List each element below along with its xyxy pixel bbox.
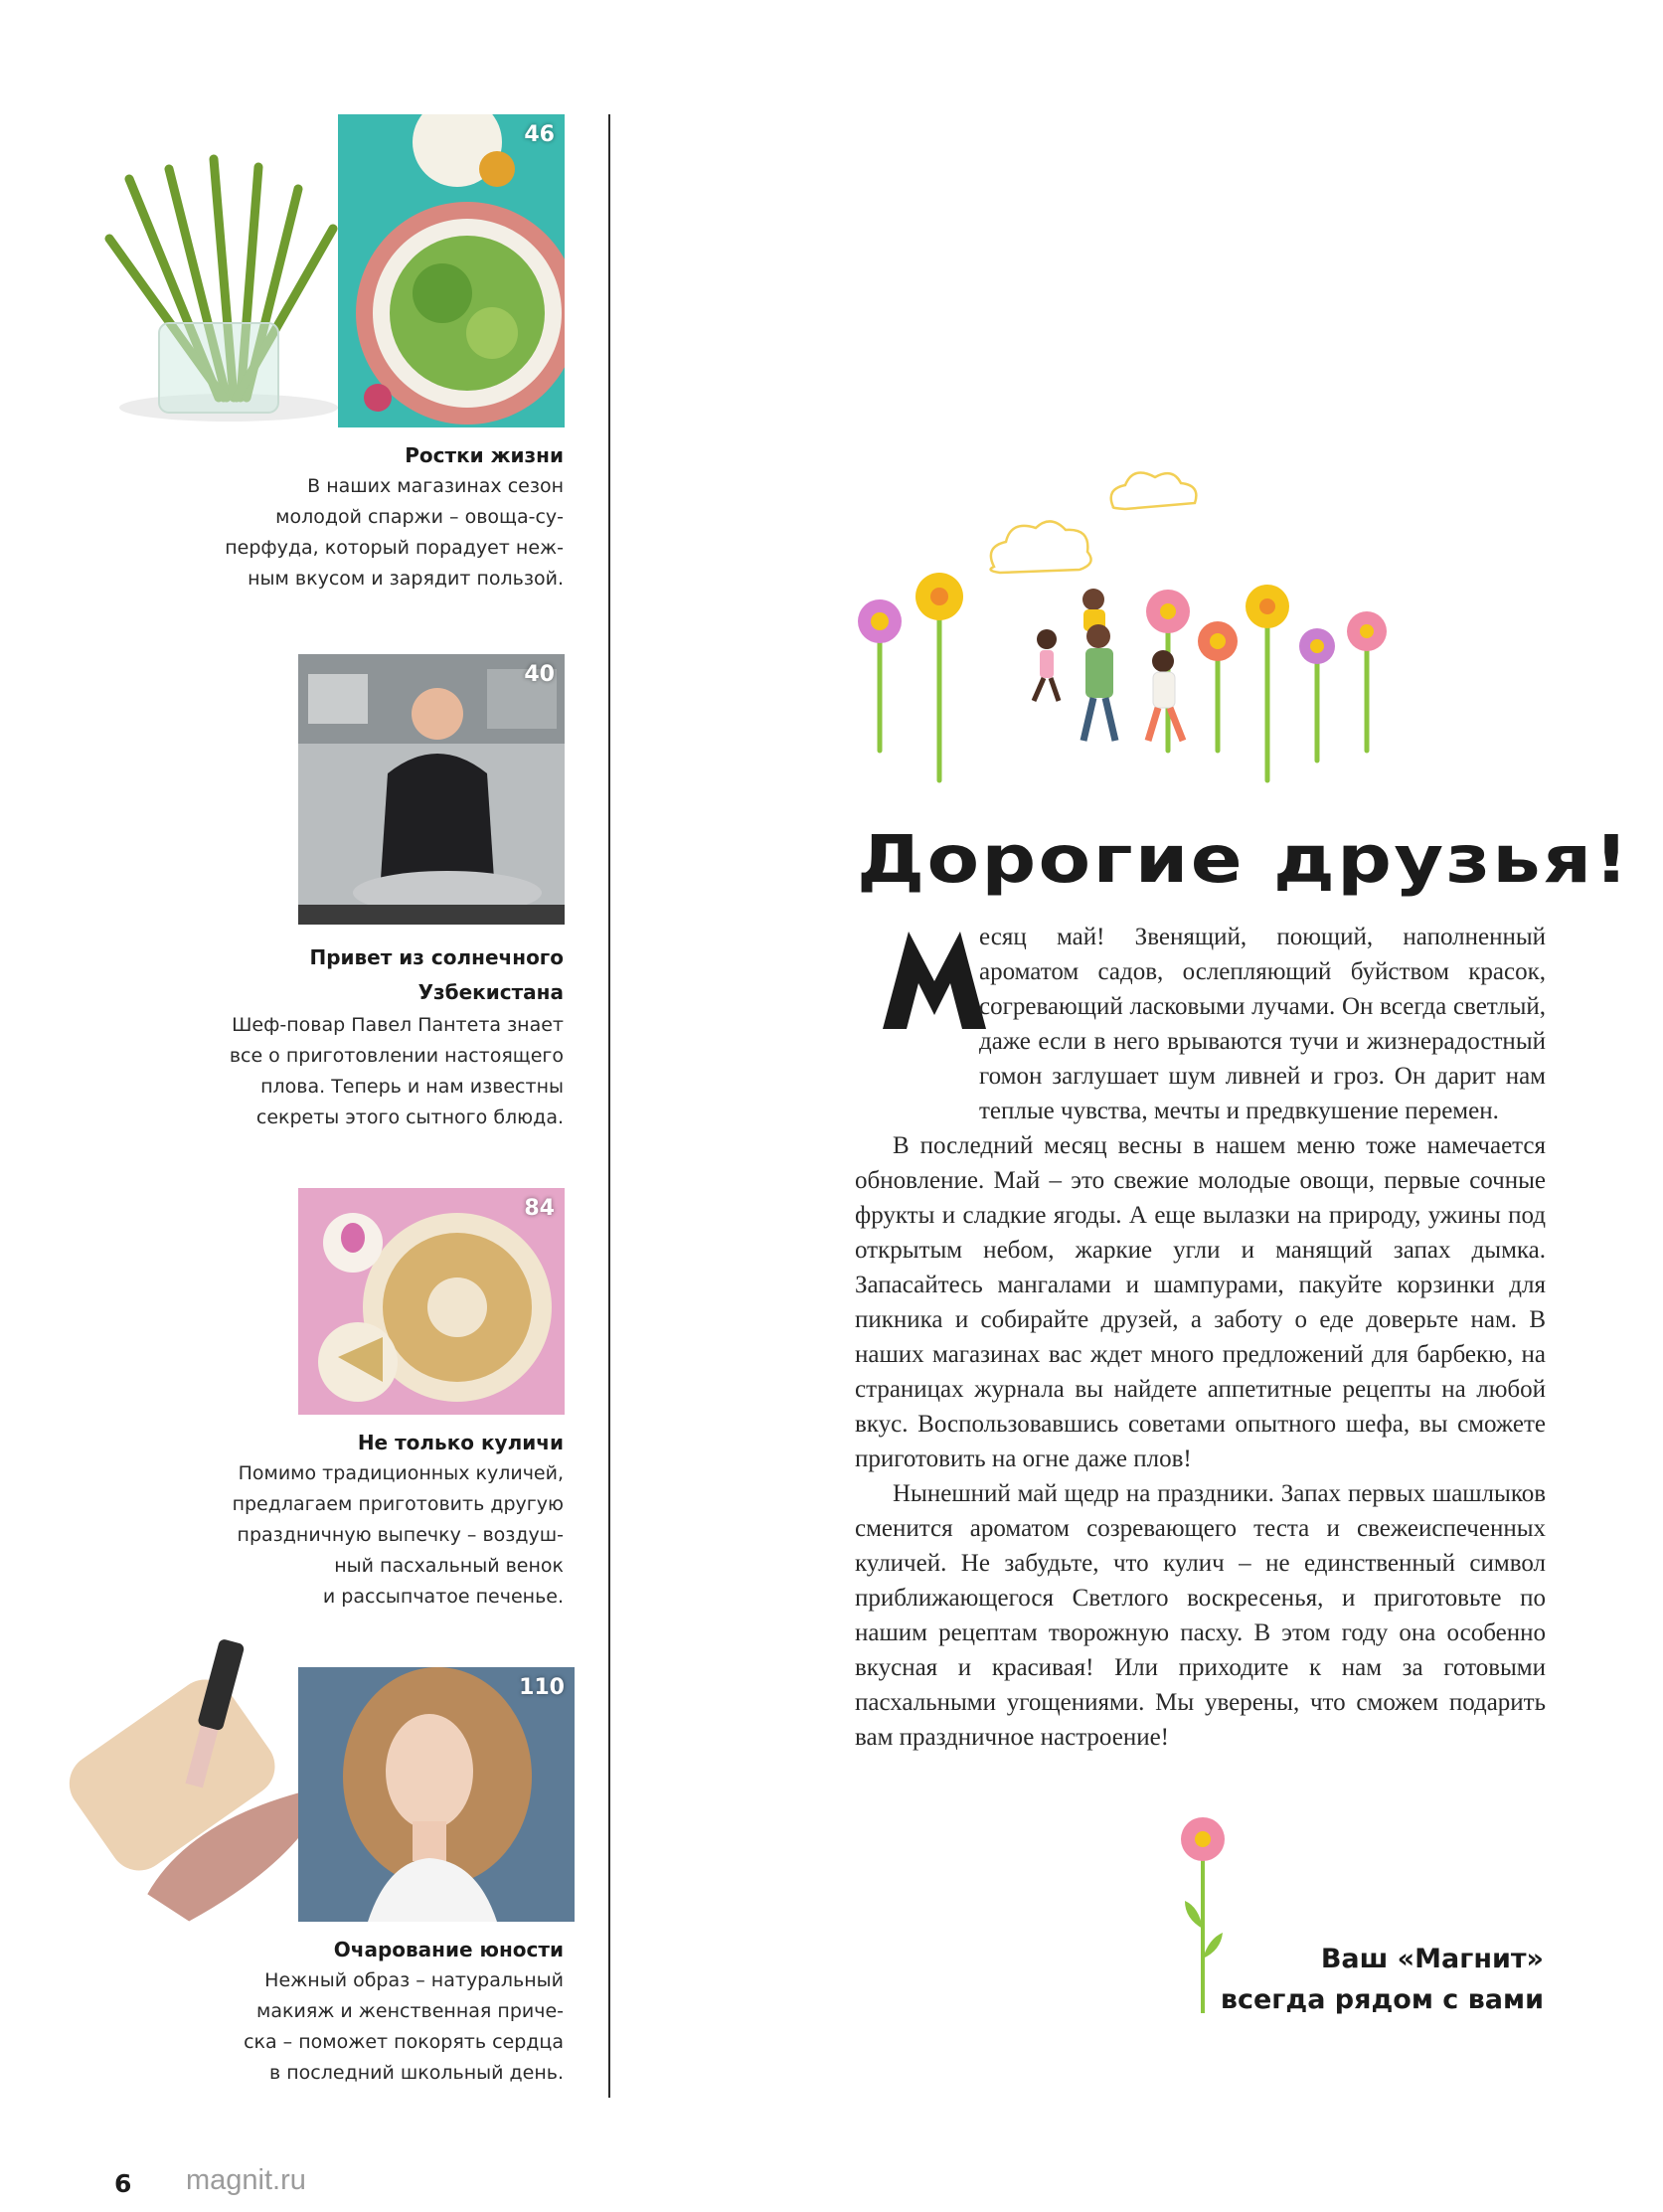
spring-illustration	[845, 452, 1402, 800]
teaser-text	[206, 440, 564, 595]
signature	[1221, 1939, 1544, 2020]
chef-photo	[298, 654, 565, 925]
flower-icon	[858, 573, 1387, 780]
teaser-title: Привет из солнечного Узбекистана	[309, 945, 564, 1004]
teaser-body: Нежный образ – натуральный макияж и женственная приче- ска – поможет покорять сердца в последний школьный день.	[244, 1969, 564, 2084]
teaser-text	[206, 1935, 564, 2089]
teaser-body: В наших магазинах сезон молодой спаржи – овоща-су- перфуда, который порадует неж- ным вкусом и зарядит пользой.	[225, 475, 564, 590]
teaser-page-number: 40	[524, 662, 555, 687]
teaser-body: Помимо традиционных куличей, предлагаем приготовить другую праздничную выпечку – воздуш- ный пасхальный венок и рассыпчатое печенье.	[232, 1462, 564, 1608]
teaser-page-number: 46	[524, 122, 555, 147]
signature-line-1: Ваш «Магнит»	[1320, 1944, 1544, 1974]
teaser-title: Не только куличи	[357, 1431, 564, 1454]
teaser-text	[206, 1428, 564, 1613]
teaser-text	[206, 940, 564, 1133]
letter-body	[855, 920, 1546, 1755]
letter-paragraph-1: есяц май! Звенящий, поющий, наполненный ароматом садов, ослепляющий буйством красок, согревающий ласковыми лучами. Он всегда светлый, даже если в него врываются тучи и жизнерадостный гомон заглушает шум ливней и гроз. Он дарит нам теплые чувства, мечты и предвкушение перемен.	[979, 924, 1546, 1124]
letter-headline: Дорогие друзья!	[857, 821, 1631, 898]
letter-paragraph-3: Нынешний май щедр на праздники. Запах первых шашлыков сменится ароматом созревающего теста и свежеиспеченных куличей. Не забудьте, что кулич – не единственный символ приближающегося Светлого воскресенья, и приготовьте по нашим рецептам творожную пасху. В этом году она особенно вкусная и красивая! Или приходите к нам за готовыми пасхальными угощениями. Мы уверены, что сможем подарить вам праздничное настроение!	[855, 1480, 1546, 1751]
easter-baking-photo	[298, 1188, 565, 1415]
teaser-page-number: 84	[524, 1196, 555, 1221]
teaser-title: Ростки жизни	[405, 443, 564, 467]
teaser-page-number: 110	[519, 1675, 565, 1700]
signature-line-2: всегда рядом с вами	[1220, 1984, 1544, 2015]
site-link[interactable]: magnit.ru	[186, 2164, 306, 2196]
column-divider	[608, 114, 610, 2098]
page-number: 6	[114, 2169, 132, 2198]
salad-photo	[338, 114, 565, 427]
letter-paragraph-2: В последний месяц весны в нашем меню тоже намечается обновление. Май – это свежие молодые овощи, первые сочные фрукты и сладкие ягоды. А еще вылазки на природу, ужины под открытым небом, жаркие угли и манящий запах дымка. Запасайтесь мангалами и шампурами, пакуйте корзинки для пикника и собирайте друзей, а заботу о еде доверьте нам. В наших магазинах вас ждет много предложений для барбекю, на страницах журнала вы найдете аппетитные рецепты на любой вкус. Воспользовавшись советами опытного шефа, вы сможете приготовить на огне даже плов!	[855, 1132, 1546, 1472]
teaser-body: Шеф-повар Павел Пантета знает все о приготовлении настоящего плова. Теперь и нам известны секреты этого сытного блюда.	[229, 1014, 564, 1128]
teaser-title: Очарование юности	[333, 1938, 564, 1961]
woman-photo	[298, 1667, 575, 1922]
asparagus-photo	[99, 149, 348, 427]
